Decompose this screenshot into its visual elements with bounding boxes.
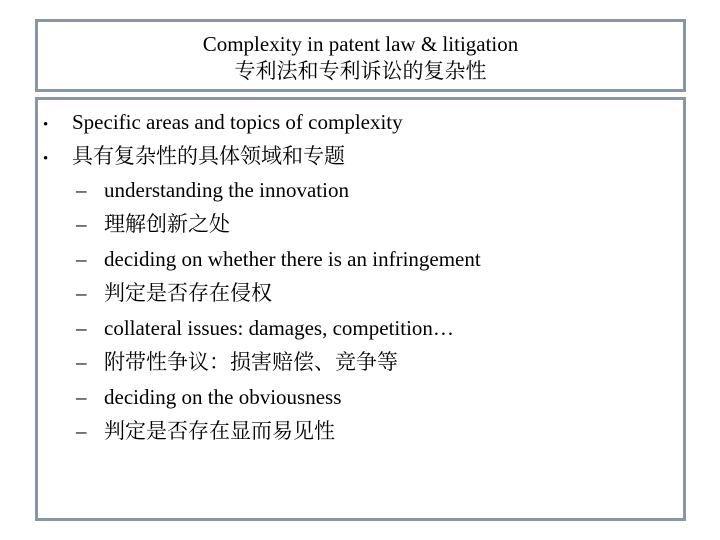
dash-marker: – [76, 281, 87, 305]
sub-item-text: 附带性争议：损害赔偿、竞争等 [104, 350, 398, 374]
sub-item-text: 判定是否存在显而易见性 [104, 419, 335, 443]
dash-marker: – [76, 385, 87, 409]
dash-marker: – [76, 178, 87, 202]
title-chinese: 专利法和专利诉讼的复杂性 [234, 59, 487, 83]
sub-item-text: 判定是否存在侵权 [104, 281, 272, 305]
bullet-marker: • [43, 117, 49, 133]
bullet-marker: • [43, 151, 49, 167]
dash-marker: – [76, 419, 87, 443]
sub-item-text: understanding the innovation [104, 178, 349, 202]
bullet-text: Specific areas and topics of complexity [72, 110, 403, 134]
content-box [35, 97, 686, 521]
dash-marker: – [76, 316, 87, 340]
sub-item-text: 理解创新之处 [104, 212, 230, 236]
sub-item-text: deciding on whether there is an infringement [104, 247, 481, 271]
dash-marker: – [76, 212, 87, 236]
title-box [35, 19, 686, 92]
title-english: Complexity in patent law & litigation [202, 32, 519, 56]
sub-item-text: deciding on the obviousness [104, 385, 342, 409]
dash-marker: – [76, 350, 87, 374]
sub-item-text: collateral issues: damages, competition… [104, 316, 454, 340]
dash-marker: – [76, 247, 87, 271]
bullet-text: 具有复杂性的具体领域和专题 [72, 144, 345, 168]
